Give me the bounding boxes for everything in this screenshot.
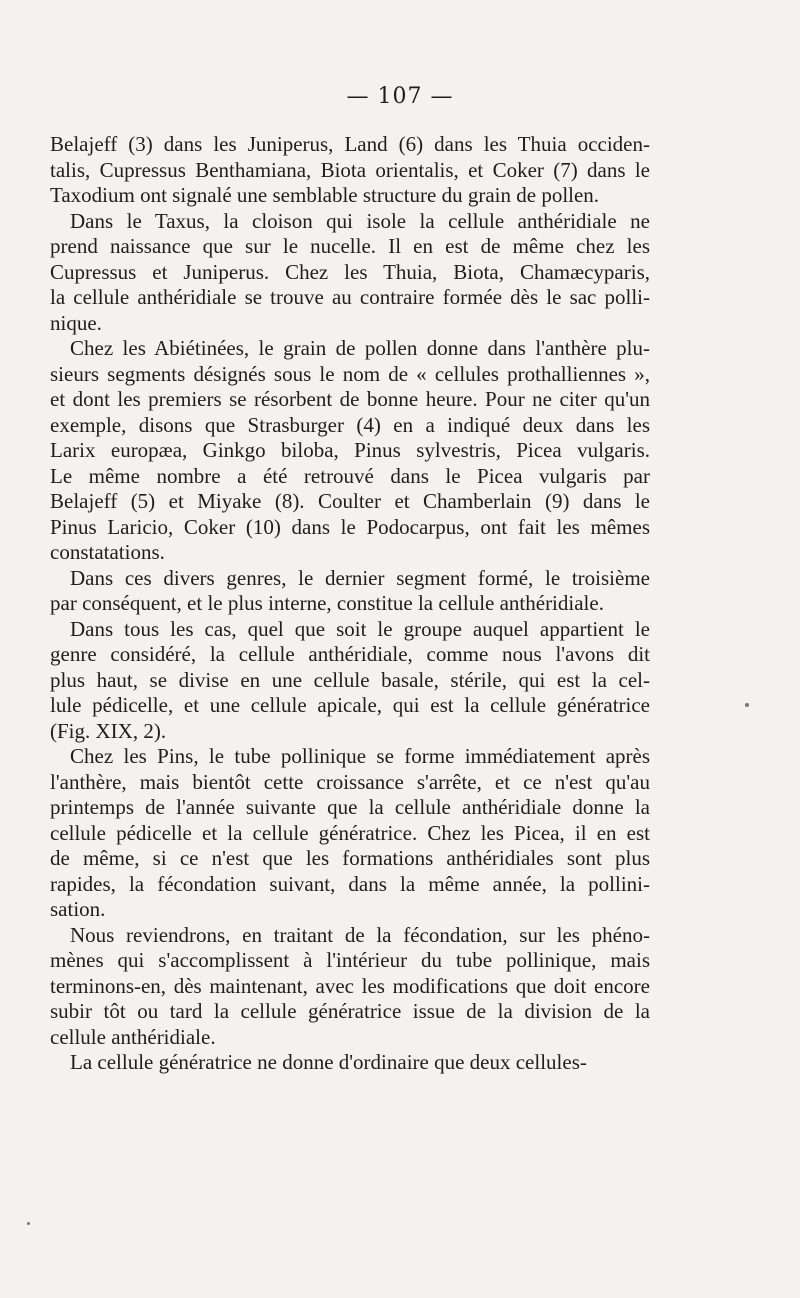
text-line: sation. bbox=[50, 897, 106, 921]
text-line: terminons-en, dès maintenant, avec les modifications que doit encore bbox=[50, 973, 650, 998]
text-line: Chez les Pins, le tube pollinique se forme immédiatement après bbox=[70, 744, 650, 768]
text-line: prend naissance que sur le nucelle. Il en est de même chez les bbox=[50, 234, 650, 258]
text-line: cellule anthéridiale. bbox=[50, 1024, 216, 1049]
page-number-header: — 107 — bbox=[346, 84, 454, 109]
text-line: cellule pédicelle et la cellule génératrice. Chez les Picea, il en est bbox=[50, 820, 650, 845]
text-line: lule pédicelle, et une cellule apicale, qui est la cellule génératrice bbox=[50, 693, 650, 717]
text-line: Dans tous les cas, quel que soit le groupe auquel appartient le bbox=[70, 616, 650, 641]
text-line: Taxodium ont signalé une semblable structure du grain de pollen. bbox=[50, 183, 600, 207]
text-line: plus haut, se divise en une cellule basale, stérile, qui est la cel- bbox=[50, 667, 650, 692]
body-text bbox=[50, 132, 650, 1076]
text-line: Cupressus et Juniperus. Chez les Thuia, Biota, Chamæcyparis, bbox=[50, 259, 650, 284]
text-line: Dans ces divers genres, le dernier segment formé, le troisième bbox=[70, 565, 650, 590]
text-line: talis, Cupressus Benthamiana, Biota orientalis, et Coker (7) dans le bbox=[50, 157, 650, 182]
scan-speck bbox=[27, 1222, 30, 1225]
text-line: Le même nombre a été retrouvé dans le Picea vulgaris par bbox=[50, 463, 650, 488]
text-line: l'anthère, mais bientôt cette croissance s'arrête, et ce n'est qu'au bbox=[50, 769, 650, 794]
text-line: (Fig. XIX, 2). bbox=[50, 718, 167, 743]
text-line: subir tôt ou tard la cellule génératrice issue de la division de la bbox=[50, 999, 650, 1023]
text-line: printemps de l'année suivante que la cellule anthéridiale donne la bbox=[50, 795, 650, 819]
text-line: Larix europæa, Ginkgo biloba, Pinus sylvestris, Picea vulgaris. bbox=[50, 438, 650, 462]
text-line: Chez les Abiétinées, le grain de pollen donne dans l'anthère plu- bbox=[70, 336, 650, 360]
text-line: Nous reviendrons, en traitant de la fécondation, sur les phéno- bbox=[70, 922, 650, 947]
text-line: constatations. bbox=[50, 540, 165, 564]
text-line: rapides, la fécondation suivant, dans la même année, la pollini- bbox=[50, 871, 650, 896]
text-line: La cellule génératrice ne donne d'ordinaire que deux cellules- bbox=[70, 1050, 587, 1074]
text-line: sieurs segments désignés sous le nom de « cellules prothalliennes », bbox=[50, 361, 650, 386]
text-line: la cellule anthéridiale se trouve au contraire formée dès le sac polli- bbox=[50, 285, 650, 309]
text-line: exemple, disons que Strasburger (4) en a indiqué deux dans les bbox=[50, 412, 650, 437]
text-line: Pinus Laricio, Coker (10) dans le Podocarpus, ont fait les mêmes bbox=[50, 514, 650, 539]
text-line: Belajeff (5) et Miyake (8). Coulter et Chamberlain (9) dans le bbox=[50, 489, 650, 513]
text-line: nique. bbox=[50, 310, 102, 335]
text-line: de même, si ce n'est que les formations anthéridiales sont plus bbox=[50, 846, 650, 870]
text-line: genre considéré, la cellule anthéridiale, comme nous l'avons dit bbox=[50, 642, 650, 666]
text-line: par conséquent, et le plus interne, constitue la cellule anthéridiale. bbox=[50, 591, 604, 615]
text-line: Belajeff (3) dans les Juniperus, Land (6) dans les Thuia occiden- bbox=[50, 132, 650, 156]
text-line: Dans le Taxus, la cloison qui isole la cellule anthéridiale ne bbox=[70, 208, 650, 233]
scan-speck bbox=[745, 703, 749, 707]
text-line: et dont les premiers se résorbent de bonne heure. Pour ne citer qu'un bbox=[50, 387, 650, 411]
text-line: mènes qui s'accomplissent à l'intérieur du tube pollinique, mais bbox=[50, 948, 650, 972]
